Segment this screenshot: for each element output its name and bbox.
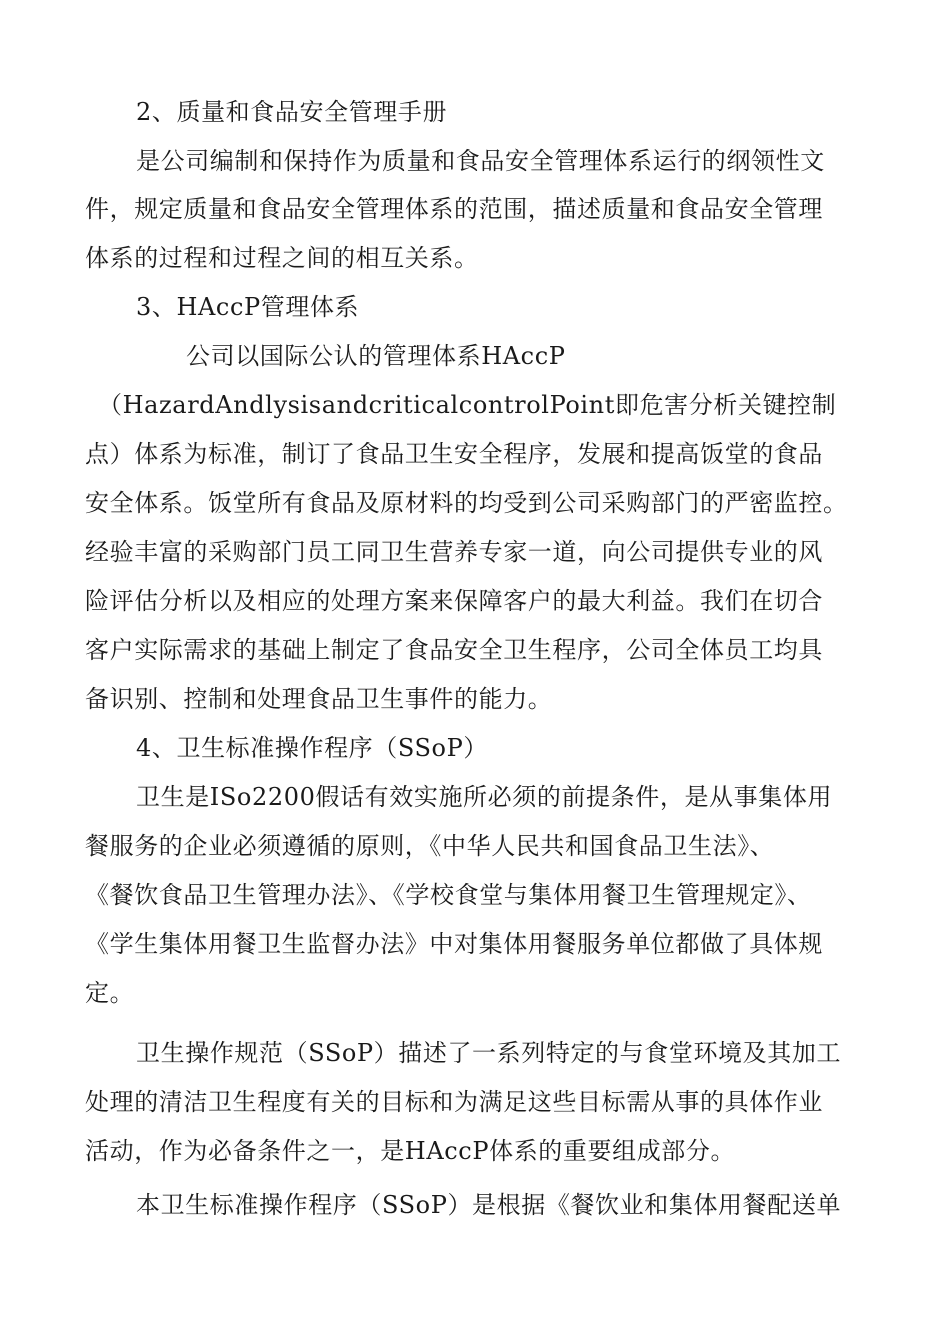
paragraph-line: 《餐饮食品卫生管理办法》、《学校食堂与集体用餐卫生管理规定》、 bbox=[85, 881, 812, 909]
paragraph-line: 经验丰富的采购部门员工同卫生营养专家一道，向公司提供专业的风 bbox=[85, 538, 823, 566]
paragraph-line: 处理的清洁卫生程度有关的目标和为满足这些目标需从事的具体作业 bbox=[85, 1088, 823, 1116]
paragraph-line: （HazardAndlysisandcriticalcontrolPoint即危害分析关键控制 bbox=[98, 391, 837, 419]
paragraph-line: 体系的过程和过程之间的相互关系。 bbox=[85, 244, 479, 272]
paragraph-line: 餐服务的企业必须遵循的原则，《中华人民共和国食品卫生法》、 bbox=[85, 832, 775, 860]
paragraph-line: 客户实际需求的基础上制定了食品安全卫生程序，公司全体员工均具 bbox=[85, 636, 823, 664]
paragraph-line: 件，规定质量和食品安全管理体系的范围，描述质量和食品安全管理 bbox=[85, 195, 823, 223]
paragraph-line: 是公司编制和保持作为质量和食品安全管理体系运行的纲领性文 bbox=[136, 147, 825, 175]
paragraph-line: 点）体系为标准，制订了食品卫生安全程序，发展和提高饭堂的食品 bbox=[85, 440, 823, 468]
section-heading-quality-manual: 2、质量和食品安全管理手册 bbox=[136, 98, 448, 126]
paragraph-line: 定。 bbox=[85, 979, 135, 1007]
paragraph-line: 卫生操作规范（SSoP）描述了一系列特定的与食堂环境及其加工 bbox=[136, 1039, 842, 1067]
paragraph-line: 备识别、控制和处理食品卫生事件的能力。 bbox=[85, 685, 553, 713]
paragraph-line: 本卫生标准操作程序（SSoP）是根据《餐饮业和集体用餐配送单 bbox=[136, 1191, 842, 1219]
paragraph-line: 卫生是ISo2200假话有效实施所必须的前提条件，是从事集体用 bbox=[136, 783, 833, 811]
section-heading-haccp: 3、HAccP管理体系 bbox=[136, 293, 360, 321]
paragraph-line: 险评估分析以及相应的处理方案来保障客户的最大利益。我们在切合 bbox=[85, 587, 823, 615]
paragraph-line: 公司以国际公认的管理体系HAccP bbox=[186, 342, 566, 370]
paragraph-line: 活动，作为必备条件之一，是HAccP体系的重要组成部分。 bbox=[85, 1137, 736, 1165]
paragraph-line: 《学生集体用餐卫生监督办法》中对集体用餐服务单位都做了具体规 bbox=[85, 930, 823, 958]
section-heading-ssop: 4、卫生标准操作程序（SSoP） bbox=[136, 734, 488, 762]
paragraph-line: 安全体系。饭堂所有食品及原材料的均受到公司采购部门的严密监控。 bbox=[85, 489, 848, 517]
